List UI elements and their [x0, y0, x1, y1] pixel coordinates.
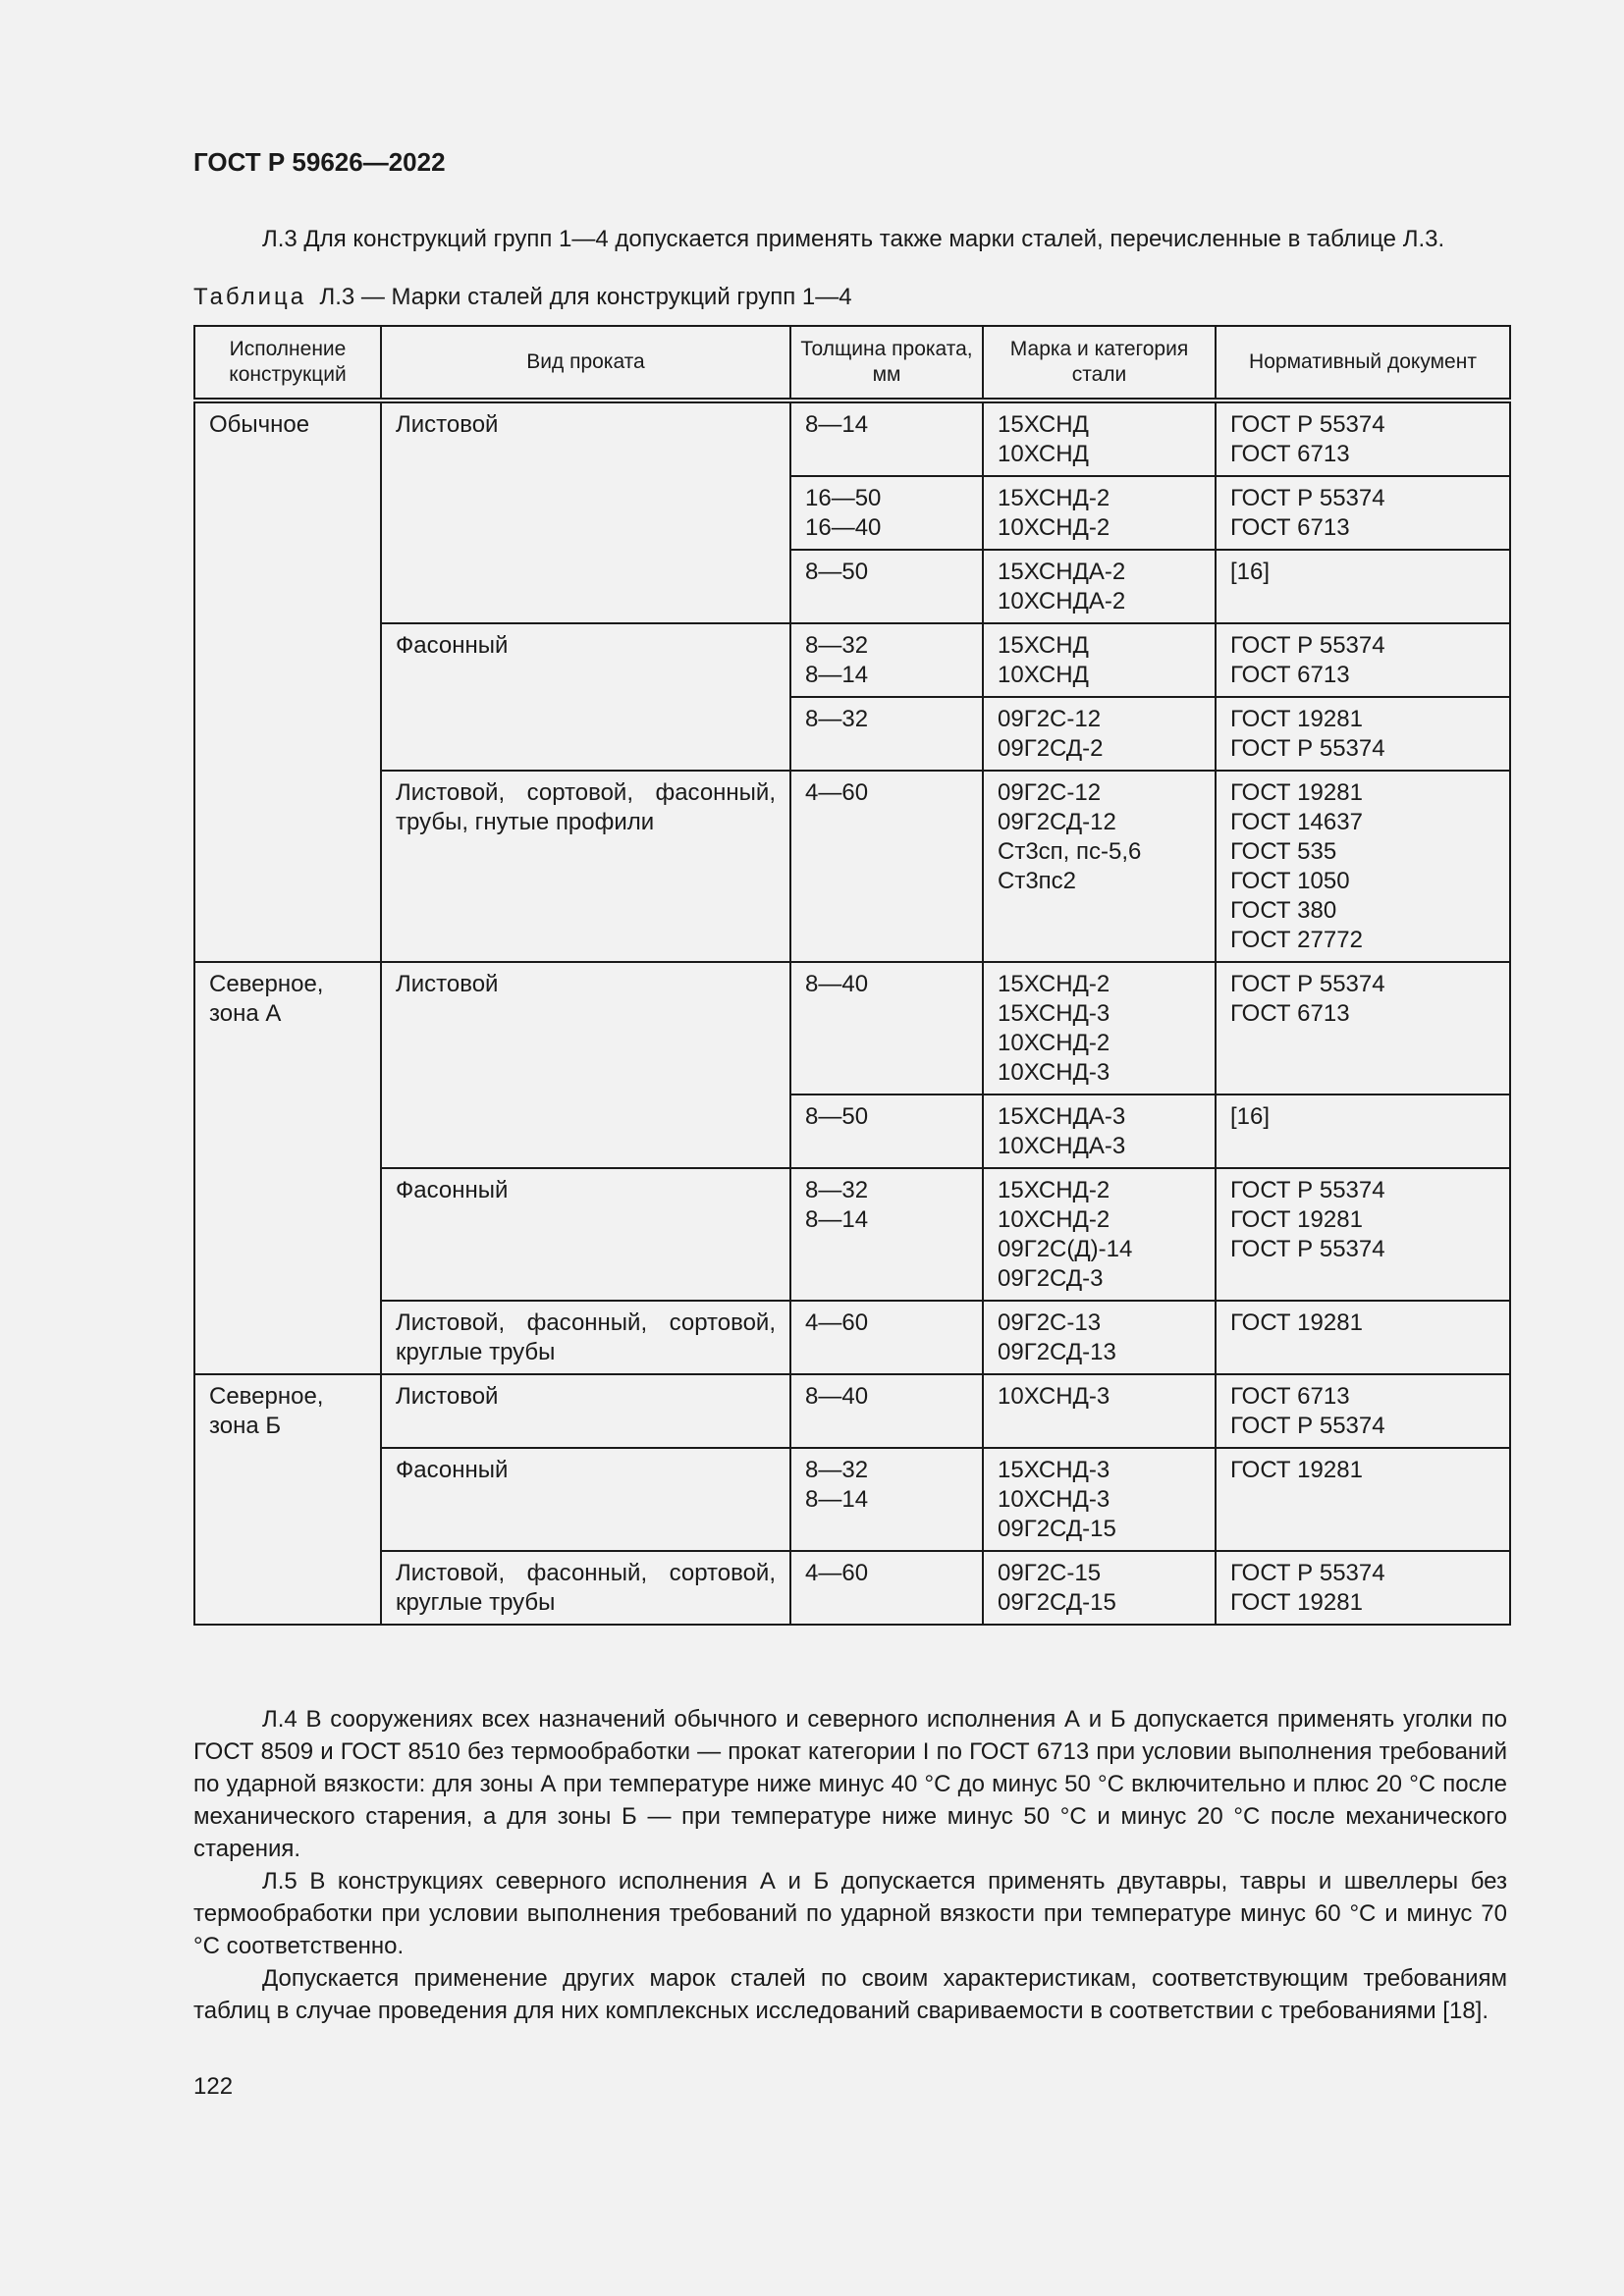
grade-cell: 09Г2С-12 09Г2СД-2 [983, 697, 1216, 771]
grade-cell: 15ХСНД-3 10ХСНД-3 09Г2СД-15 [983, 1448, 1216, 1551]
thickness-cell: 4—60 [790, 1551, 983, 1625]
document-cell: ГОСТ 19281 ГОСТ 14637 ГОСТ 535 ГОСТ 1050 ГОСТ 380 ГОСТ 27772 [1216, 771, 1510, 962]
execution-cell: Северное, зона Б [194, 1374, 381, 1625]
execution-cell: Обычное [194, 400, 381, 962]
thickness-cell: 8—14 [790, 400, 983, 476]
rolled-kind-cell: Фасонный [381, 1168, 790, 1301]
table-row [194, 1168, 1510, 1301]
grade-cell: 09Г2С-15 09Г2СД-15 [983, 1551, 1216, 1625]
body-text [193, 1703, 1507, 2027]
table-row [194, 1551, 1510, 1625]
rolled-kind-cell: Листовой [381, 962, 790, 1168]
document-cell: ГОСТ 19281 [1216, 1301, 1510, 1374]
thickness-cell: 8—32 8—14 [790, 623, 983, 697]
column-header-document: Нормативный документ [1216, 326, 1510, 400]
paragraph-l4: Л.4 В сооружениях всех назначений обычного и северного исполнения А и Б допускается применять уголки по ГОСТ 8509 и ГОСТ 8510 без термообработки — прокат категории I по ГОСТ 6713 при условии выполнения требований по ударной вязкости: для зоны А при температуре ниже минус 40 °С до минус 50 °С включительно и плюс 20 °С после механического старения, а для зоны Б — при температуре ниже минус 50 °С и минус 20 °С после механического старения. [193, 1706, 1507, 1862]
grade-cell: 15ХСНДА-3 10ХСНДА-3 [983, 1095, 1216, 1168]
grade-cell: 15ХСНД-2 10ХСНД-2 [983, 476, 1216, 550]
document-cell: ГОСТ Р 55374 ГОСТ 6713 [1216, 962, 1510, 1095]
thickness-cell: 4—60 [790, 771, 983, 962]
thickness-cell: 8—32 8—14 [790, 1168, 983, 1301]
thickness-cell: 8—32 8—14 [790, 1448, 983, 1551]
table-row [194, 1448, 1510, 1551]
grade-cell: 15ХСНД-2 15ХСНД-3 10ХСНД-2 10ХСНД-3 [983, 962, 1216, 1095]
document-cell: ГОСТ Р 55374 ГОСТ 6713 [1216, 623, 1510, 697]
rolled-kind-cell: Листовой, фасонный, сортовой, круглые трубы [381, 1301, 790, 1374]
document-cell: ГОСТ 6713 ГОСТ Р 55374 [1216, 1374, 1510, 1448]
rolled-kind-cell: Листовой, фасонный, сортовой, круглые трубы [381, 1551, 790, 1625]
table-row [194, 400, 1510, 476]
thickness-cell: 8—32 [790, 697, 983, 771]
rolled-kind-cell: Фасонный [381, 623, 790, 771]
column-header-execution: Исполнение конструкций [194, 326, 381, 400]
page-number: 122 [193, 2073, 234, 2100]
steel-grades-table [193, 325, 1511, 1626]
thickness-cell: 8—40 [790, 1374, 983, 1448]
rolled-kind-cell: Листовой [381, 1374, 790, 1448]
column-header-thickness: Толщина проката, мм [790, 326, 983, 400]
paragraph-other-grades: Допускается применение других марок сталей по своим характеристикам, соответствующим требованиям таблиц в случае проведения для них комплексных исследований свариваемости в соответствии с требованиями [18]. [193, 1965, 1507, 2024]
grade-cell: 15ХСНД 10ХСНД [983, 400, 1216, 476]
column-header-kind: Вид проката [381, 326, 790, 400]
rolled-kind-cell: Листовой, сортовой, фасонный, трубы, гнутые профили [381, 771, 790, 962]
paragraph-l5: Л.5 В конструкциях северного исполнения А и Б допускается применять двутавры, тавры и швеллеры без термообработки при условии выполнения требований по ударной вязкости при температуре минус 60 °С и минус 70 °С соответственно. [193, 1868, 1507, 1959]
thickness-cell: 8—50 [790, 550, 983, 623]
document-header: ГОСТ Р 59626—2022 [193, 147, 446, 177]
thickness-cell: 8—40 [790, 962, 983, 1095]
document-cell: ГОСТ 19281 [1216, 1448, 1510, 1551]
table-caption-label: Таблица [193, 284, 307, 310]
table-row [194, 623, 1510, 697]
document-cell: [16] [1216, 550, 1510, 623]
document-cell: ГОСТ Р 55374 ГОСТ 6713 [1216, 476, 1510, 550]
document-cell: ГОСТ 19281 ГОСТ Р 55374 [1216, 697, 1510, 771]
table-row [194, 962, 1510, 1095]
document-cell: ГОСТ Р 55374 ГОСТ 6713 [1216, 400, 1510, 476]
intro-paragraph: Л.3 Для конструкций групп 1—4 допускается применять также марки сталей, перечисленные в таблице Л.3. [262, 226, 1445, 252]
thickness-cell: 16—50 16—40 [790, 476, 983, 550]
table-row [194, 1301, 1510, 1374]
grade-cell: 15ХСНДА-2 10ХСНДА-2 [983, 550, 1216, 623]
table-row [194, 1374, 1510, 1448]
grade-cell: 09Г2С-13 09Г2СД-13 [983, 1301, 1216, 1374]
grade-cell: 15ХСНД 10ХСНД [983, 623, 1216, 697]
column-header-grade: Марка и категория стали [983, 326, 1216, 400]
grade-cell: 15ХСНД-2 10ХСНД-2 09Г2С(Д)-14 09Г2СД-3 [983, 1168, 1216, 1301]
document-cell: [16] [1216, 1095, 1510, 1168]
execution-cell: Северное, зона А [194, 962, 381, 1374]
table-header-row [194, 326, 1510, 400]
document-cell: ГОСТ Р 55374 ГОСТ 19281 [1216, 1551, 1510, 1625]
table-row [194, 771, 1510, 962]
table-caption-text: Л.3 — Марки сталей для конструкций групп 1—4 [306, 284, 852, 310]
rolled-kind-cell: Листовой [381, 400, 790, 623]
document-cell: ГОСТ Р 55374 ГОСТ 19281 ГОСТ Р 55374 [1216, 1168, 1510, 1301]
thickness-cell: 4—60 [790, 1301, 983, 1374]
grade-cell: 10ХСНД-3 [983, 1374, 1216, 1448]
rolled-kind-cell: Фасонный [381, 1448, 790, 1551]
grade-cell: 09Г2С-12 09Г2СД-12 Ст3сп, пс-5,6 Ст3пс2 [983, 771, 1216, 962]
table-caption [193, 282, 852, 312]
thickness-cell: 8—50 [790, 1095, 983, 1168]
